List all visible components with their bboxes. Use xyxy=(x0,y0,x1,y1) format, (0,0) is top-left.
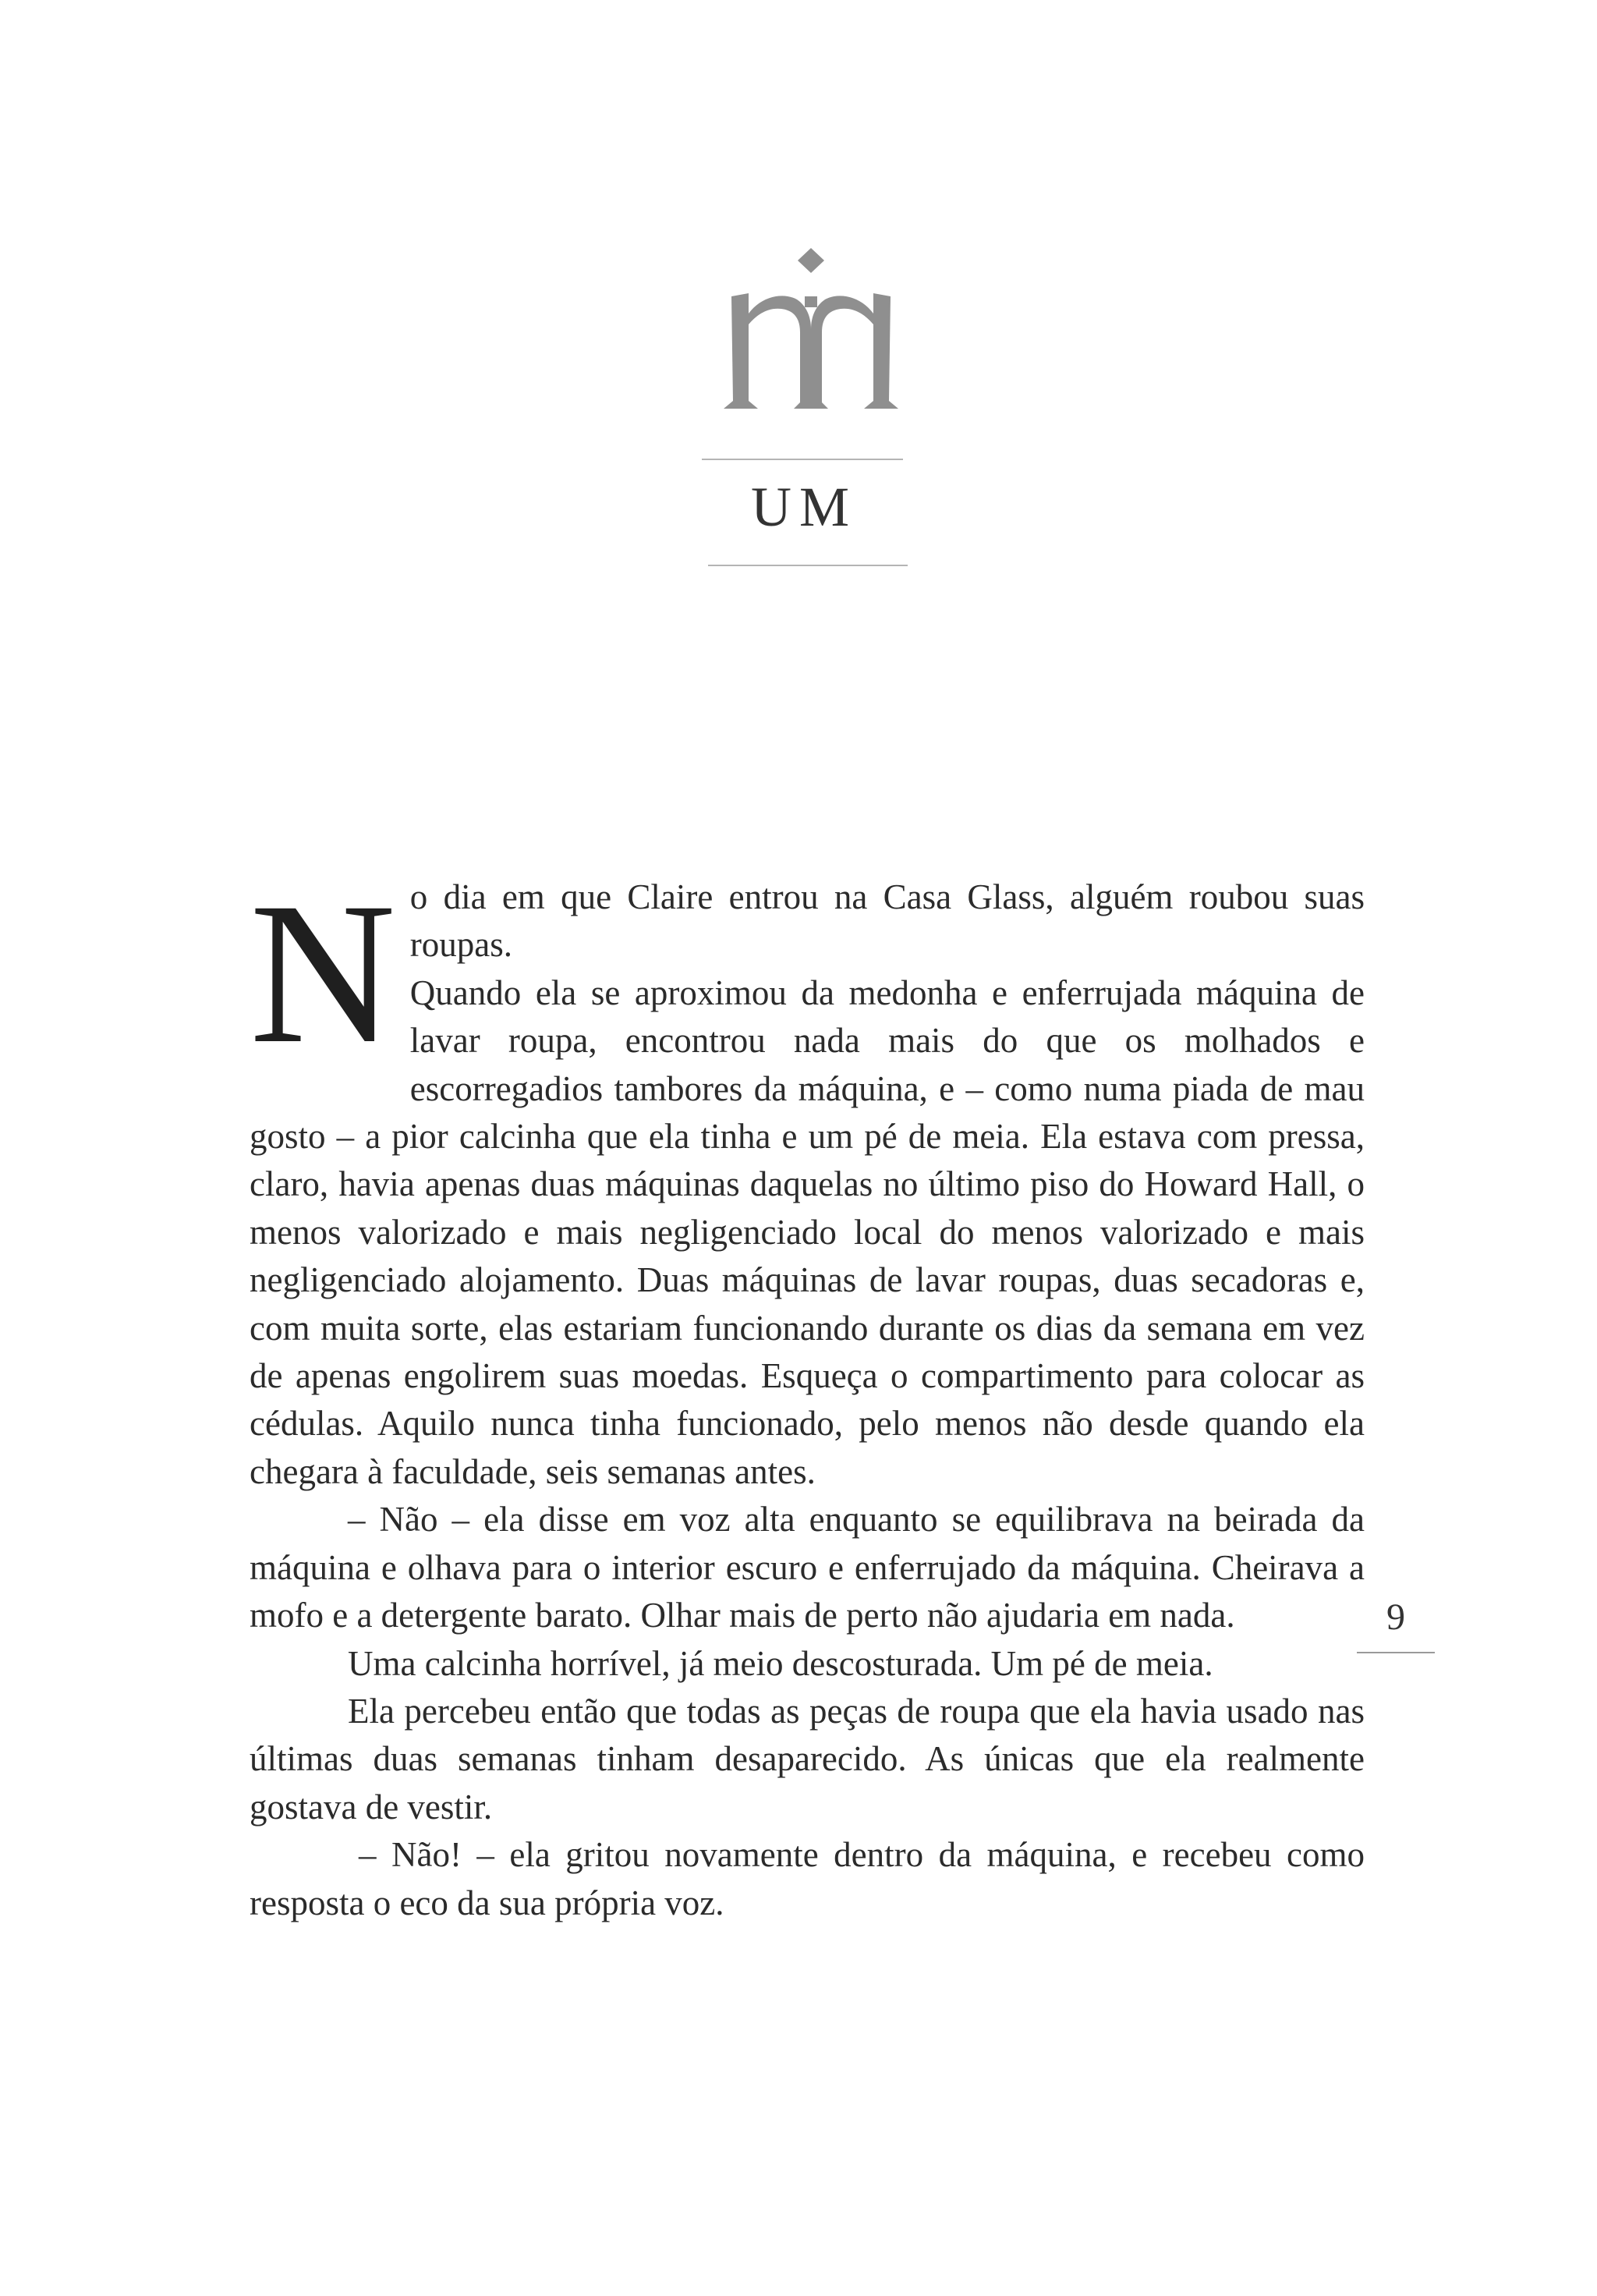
chapter-ornament-m-icon xyxy=(716,248,906,413)
page-number: 9 xyxy=(1386,1596,1405,1638)
paragraph-2: Quando ela se aproximou da medonha e enferrujada máquina de lavar roupa, encontrou nada mais do que os molhados e escorregadios tambores da máquina, e – como numa piada de mau gosto – a pior calcinha que ela tinha e um pé de meia. Ela estava com pressa, claro, havia apenas duas máquinas daquelas no último piso do Howard Hall, o menos valorizado e mais negligenciado local do menos valorizado e mais negligenciado alojamento. Duas máquinas de lavar roupas, duas secadoras e, com muita sorte, elas estariam funcionando durante os dias da semana em vez de apenas engolirem suas moedas. Esqueça o compartimento para colocar as cédulas. Aquilo nunca tinha funcionado, pelo menos não desde quando ela chegara à faculdade, seis semanas antes. xyxy=(250,973,1365,1491)
paragraph-6: – Não! – ela gritou novamente dentro da máquina, e recebeu como resposta o eco da sua própria voz. xyxy=(250,1835,1365,1922)
paragraph-3: – Não – ela disse em voz alta enquanto se equilibrava na beirada da máquina e olhava para o interior escuro e enferrujado da máquina. Cheirava a mofo e a detergente barato. Olhar mais de perto não ajudaria em nada. xyxy=(250,1500,1365,1635)
drop-cap: N xyxy=(250,861,396,1086)
title-top-rule xyxy=(702,459,903,460)
chapter-title: UM xyxy=(750,476,857,538)
title-bottom-rule xyxy=(708,565,908,566)
paragraph-5: Ela percebeu então que todas as peças de roupa que ela havia usado nas últimas duas semanas tinham desaparecido. As únicas que ela realmente gostava de vestir. xyxy=(250,1691,1365,1827)
paragraph-4: Uma calcinha horrível, já meio descosturada. Um pé de meia. xyxy=(348,1643,1213,1683)
paragraph-1: o dia em que Claire entrou na Casa Glass, alguém roubou suas roupas. xyxy=(409,877,1365,965)
page-number-rule xyxy=(1357,1652,1435,1653)
body-text xyxy=(250,861,1365,1927)
